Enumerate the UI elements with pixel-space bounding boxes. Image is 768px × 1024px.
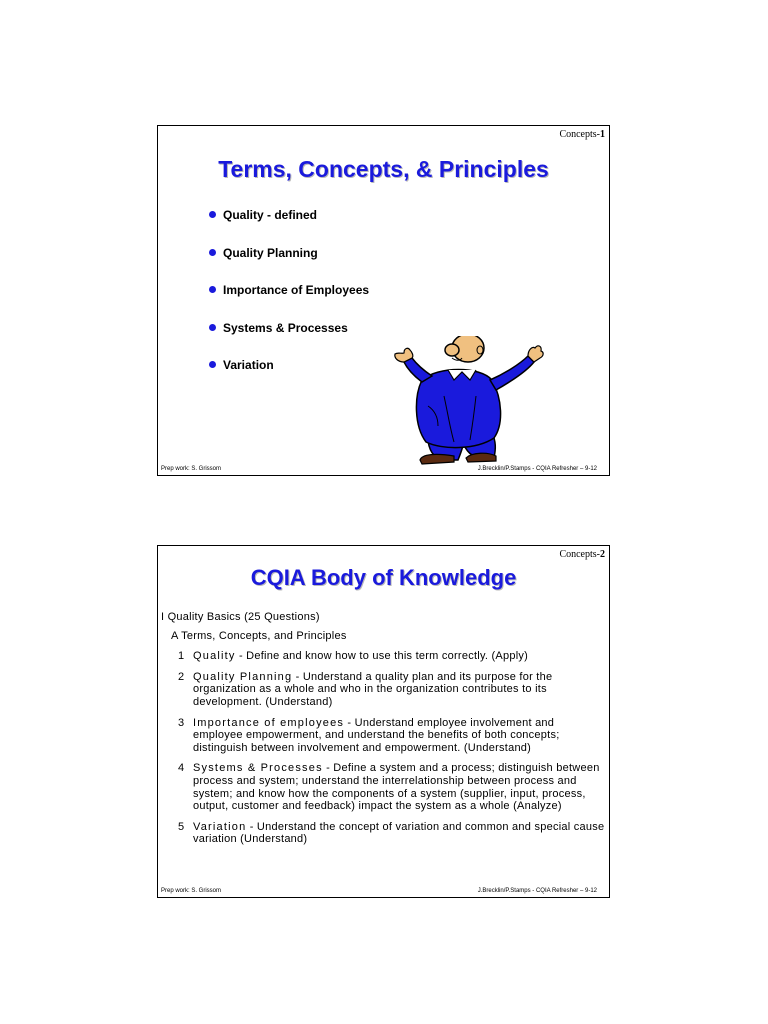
slide-number: [559, 129, 605, 140]
outline-item-text: - Define a system and a process; distinguish between process and system; understand the interrelationship between process and system; and know how the components of a system (supplier, input, process, output, customer and feedback) impact the system as a whole (Analyze): [193, 762, 600, 813]
slide-number-value: 1: [600, 129, 605, 140]
outline-item-text: - Understand the concept of variation and common and special cause variation (Understand): [193, 820, 605, 846]
outline-item-name: Quality: [193, 650, 236, 663]
bullet-text: Quality - defined: [223, 208, 318, 222]
bullet-item: [206, 358, 369, 396]
outline-item: [178, 717, 605, 755]
bullet-text: Variation: [223, 358, 274, 372]
bullet-item: [206, 321, 369, 359]
slide-number-value: 2: [600, 549, 605, 560]
outline-item-number: 4: [178, 762, 185, 775]
footer-credit: Prep work: S. Grissom: [161, 888, 222, 894]
outline-item-name: Quality Planning: [193, 670, 293, 683]
outline-item-number: 2: [178, 670, 185, 683]
footer-credit: Prep work: S. Grissom: [161, 466, 222, 472]
outline-item: [178, 650, 605, 663]
outline-item-name: Variation: [193, 820, 247, 833]
slide-title: CQIA Body of Knowledge: [250, 565, 517, 590]
bullet-item: [206, 208, 369, 246]
bullet-dot-icon: [209, 286, 216, 293]
footer-source: J.Brecklin/P.Stamps - CQIA Refresher – 9-12: [477, 888, 597, 894]
bullet-dot-icon: [209, 249, 216, 256]
bullet-text: Systems & Processes: [223, 320, 348, 335]
slide-1: [157, 125, 610, 476]
bullet-item: [206, 246, 369, 284]
outline-item-text: - Define and know how to use this term correctly. (Apply): [235, 650, 529, 663]
outline-item-number: 3: [178, 716, 185, 729]
outline-section: I Quality Basics (25 Questions): [161, 611, 320, 623]
bullet-text: Quality Planning: [223, 245, 318, 260]
outline-item-name: Importance of employees: [193, 716, 345, 729]
outline-item: [178, 762, 605, 812]
footer-source: J.Brecklin/P.Stamps - CQIA Refresher – 9-12: [477, 466, 597, 472]
bullet-list: [206, 208, 369, 396]
body-of-knowledge-outline: [161, 611, 605, 846]
outline-item-text: - Understand employee involvement and employee empowerment, and understand the benefits of both concepts; distinguish between involvement and empowerment. (Understand): [193, 716, 560, 754]
slide-2: [157, 545, 610, 898]
outline-item-name: Systems & Processes: [193, 762, 323, 775]
bullet-dot-icon: [209, 361, 216, 368]
slide-title: Terms, Concepts, & Principles: [218, 156, 549, 182]
slide-number-prefix: Concepts-: [559, 549, 600, 560]
outline-item-number: 1: [178, 650, 185, 663]
presenter-figure-icon: [392, 336, 572, 468]
outline-item-text: - Understand a quality plan and its purpose for the organization as a whole and who in the organization contributes to its development. (Understand): [193, 670, 553, 708]
bullet-dot-icon: [209, 211, 216, 218]
outline-subsection: A Terms, Concepts, and Principles: [171, 629, 347, 642]
outline-item-number: 5: [178, 820, 185, 833]
bullet-item: [206, 283, 369, 321]
slide-number: [559, 549, 605, 560]
bullet-dot-icon: [209, 324, 216, 331]
slide-number-prefix: Concepts-: [559, 129, 600, 140]
outline-item: [178, 671, 605, 709]
bullet-text: Importance of Employees: [223, 283, 370, 297]
outline-item: [178, 821, 605, 846]
